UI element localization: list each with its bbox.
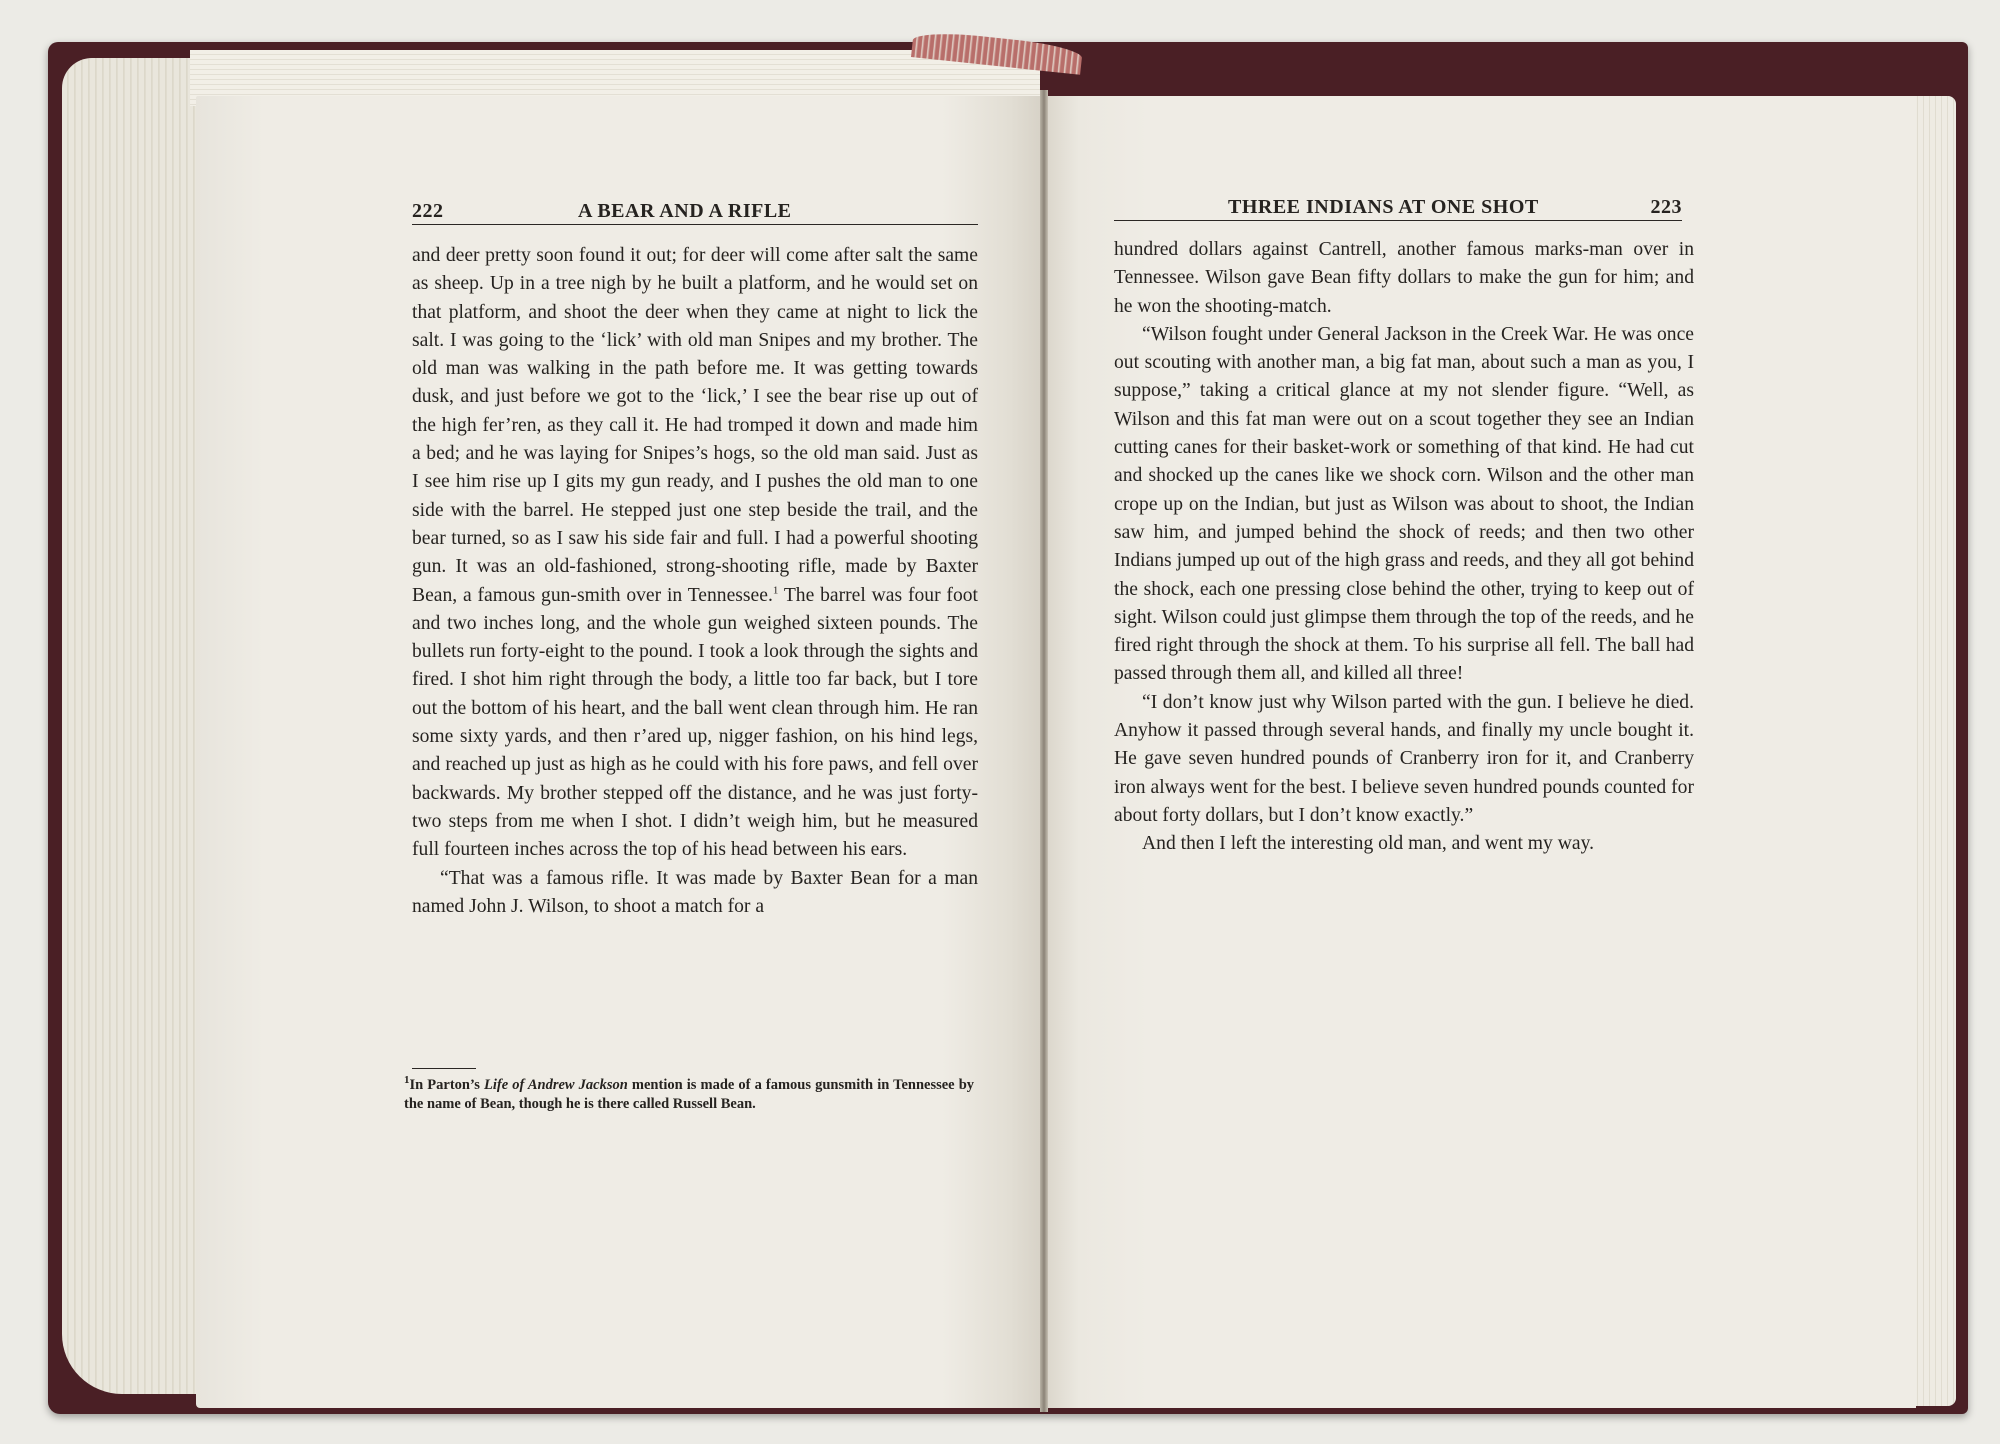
footnote-rule: [412, 1068, 476, 1069]
left-paragraph-2: “That was a famous rifle. It was made by Baxter Bean for a man named John J. Wilson, to shoot a match for a: [412, 867, 978, 917]
footnote-reference: 1: [772, 584, 779, 597]
right-paragraph-3: “I don’t know just why Wilson parted with the gun. I believe he died. Anyhow it passed through several hands, and finally my uncle bought it. He gave seven hundred pounds of Cranberry iron for it, and Cranberry iron always went for the best. I believe seven hundred pounds counted for about forty dollars, but I don’t know exactly.”: [1114, 691, 1694, 826]
right-running-head-title: THREE INDIANS AT ONE SHOT: [1228, 196, 1539, 218]
book-gutter: [1040, 90, 1048, 1412]
footnote-text-end: mention is made of a famous gunsmith in Tennessee by the name of Bean, though he is there called Russell Bean.: [404, 1077, 975, 1112]
right-paragraph-1: hundred dollars against Cantrell, another famous marks-man over in Tennessee. Wilson gave Bean fifty dollars to make the gun for him; and he won the shooting-match.: [1114, 239, 1694, 317]
footnote-text-start: In Parton’s: [409, 1077, 484, 1093]
left-page-number: 222: [412, 200, 444, 222]
right-paragraph-2: “Wilson fought under General Jackson in the Creek War. He was once out scouting with another man, a big fat man, about such a man as you, I suppose,” taking a critical glance at my not slender figure. “Well, as Wilson and this fat man were out on a scout together they see an Indian cutting canes for their basket-work or something of that kind. He had cut and shocked up the canes like we shock corn. Wilson and the other man crope up on the Indian, but just as Wilson was about to shoot, the Indian saw him, and jumped behind the shock of reeds; and then two other Indians jumped up out of the high grass and reeds, and they all got behind the shock, each one pressing close behind the other, trying to keep out of sight. Wilson could just glimpse them through the top of the reeds, and he fired right through the shock at them. To his surprise all fell. The ball had passed through them all, and killed all three!: [1114, 323, 1694, 685]
right-body-text: [1114, 236, 1694, 859]
left-running-head-title: A BEAR AND A RIFLE: [578, 200, 792, 222]
right-running-header: [1114, 194, 1682, 221]
left-paragraph-1-continued: The barrel was four foot and two inches long, and the whole gun weighed sixteen pounds. The bullets run forty-eight to the pound. I took a look through the sights and fired. I shot him right through the body, a little too far back, but I tore out the bottom of his heart, and the ball went clean through him. He ran some sixty yards, and then r’ared up, nigger fashion, on his hind legs, and reached up just as high as he could with his fore paws, and fell over backwards. My brother stepped off the distance, and he was just forty-two steps from me when I shot. I didn’t weigh him, but he measured full fourteen inches across the top of his head between his ears.: [412, 584, 978, 861]
left-body-text: [412, 242, 978, 921]
right-page-number: 223: [1650, 196, 1682, 218]
footnote-marker: 1: [404, 1074, 410, 1087]
right-paragraph-4: And then I left the interesting old man, and went my way.: [1142, 833, 1594, 855]
left-paragraph-1: [412, 242, 978, 865]
left-running-header: [412, 198, 978, 225]
footnote-book-title: Life of Andrew Jackson: [484, 1077, 628, 1093]
left-paragraph-1-text: and deer pretty soon found it out; for deer will come after salt the same as sheep. Up in a tree nigh by he built a platform, and he would set on that platform, and shoot the deer when they came at night to lick the salt. I was going to the ‘lick’ with old man Snipes and my brother. The old man was walking in the path before me. It was getting towards dusk, and just before we got to the ‘lick,’ I see the bear rise up out of the high fer’ren, as they call it. He had tromped it down and made him a bed; and he was laying for Snipes’s hogs, so the old man said. Just as I see him rise up I gits my gun ready, and I pushes the old man to one side with the barrel. He stepped just one step beside the trail, and the bear turned, so as I saw his side fair and full. I had a powerful shooting gun. It was an old-fashioned, strong-shooting rifle, made by Baxter Bean, a famous gun-smith over in Tennessee.: [412, 245, 978, 606]
footnote: [404, 1076, 974, 1114]
